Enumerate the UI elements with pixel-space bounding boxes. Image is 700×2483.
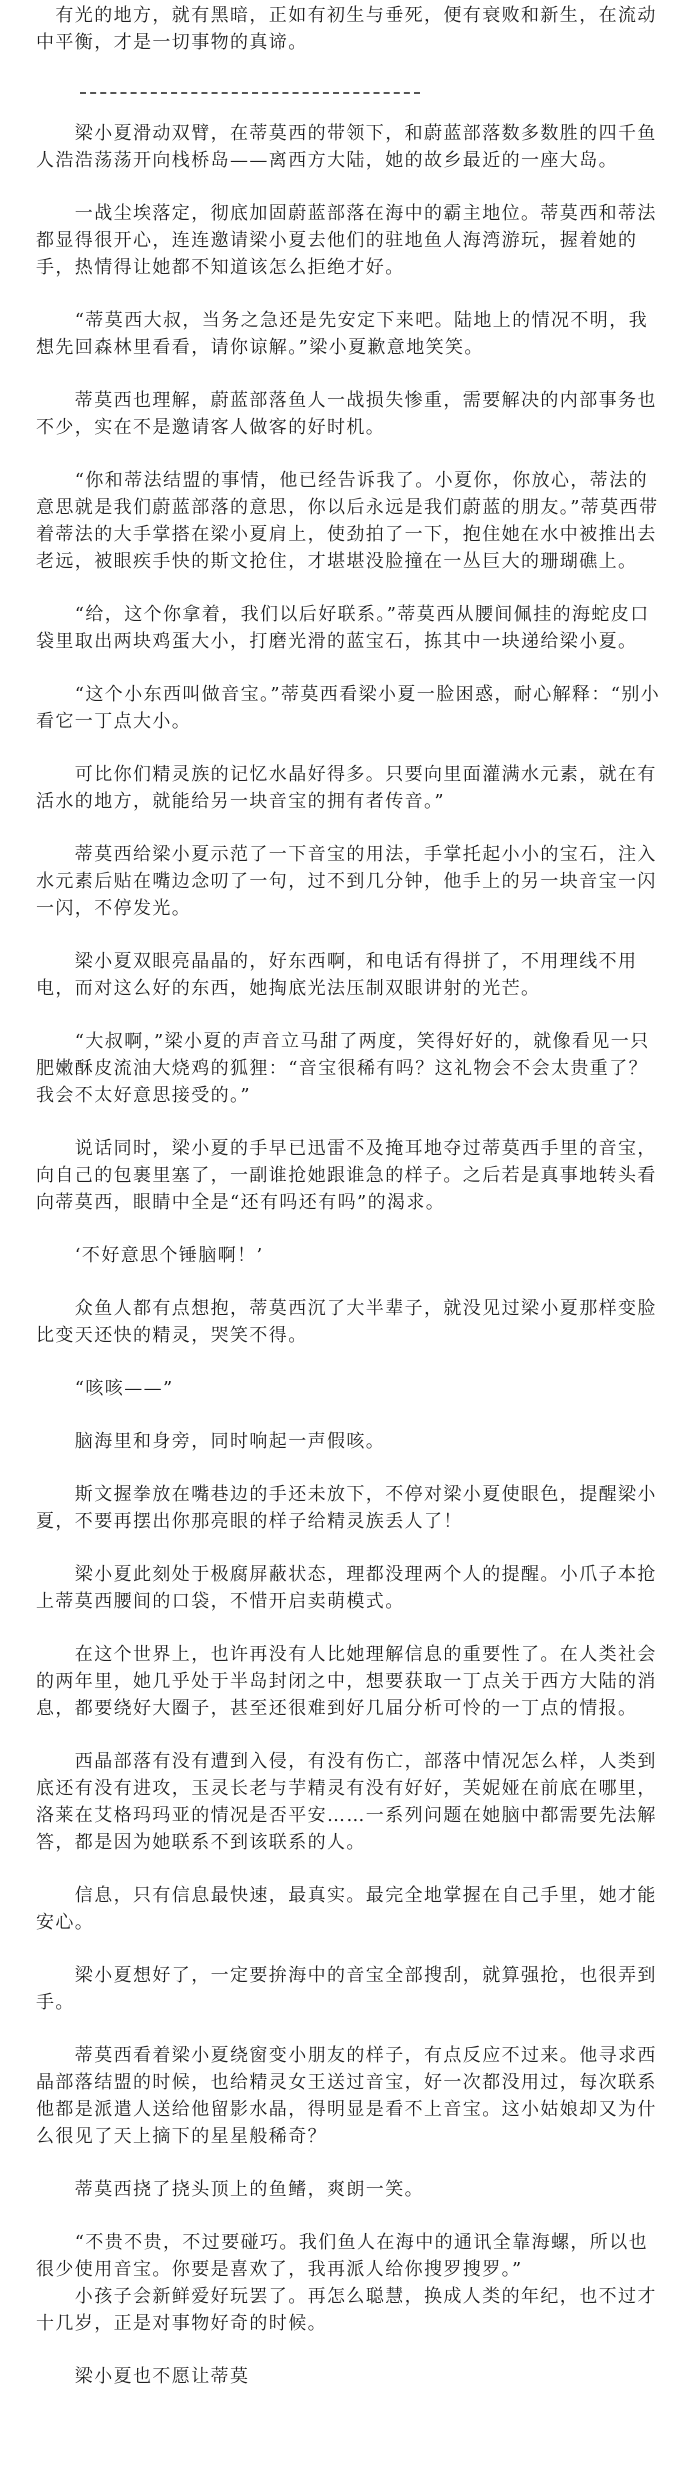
paragraph-13: 说话同时，梁小夏的手早已迅雷不及掩耳地夺过蒂莫西手里的音宝，向自己的包裹里塞了，一副谁抢她跟谁急的样子。之后若是真事地转头看向蒂莫西，眼睛中全是“还有吗还有吗”的渴求。 (36, 1138, 657, 1213)
paragraph-14: ‘不好意思个锤脑啊！’ (36, 1245, 264, 1266)
paragraph-20: 在这个世界上，也许再没有人比她理解信息的重要性了。在人类社会的两年里，她几乎处于半岛封闭之中，想要获取一丁点关于西方大陆的消息，都要绕好大圈子，甚至还很难到好几届分析可怜的一丁点的情报。 (36, 1644, 657, 1719)
paragraph-26: “不贵不贵，不过要碰巧。我们鱼人在海中的通讯全靠海螺，所以也很少使用音宝。你要是喜欢了，我再派人给你搜罗搜罗。” (36, 2232, 648, 2280)
paragraph-7: “给，这个你拿着，我们以后好联系。”蒂莫西从腰间佩挂的海蛇皮口袋里取出两块鸡蛋大小，打磨光滑的蓝宝石，拣其中一块递给梁小夏。 (36, 604, 650, 652)
paragraph-12: “大叔啊，”梁小夏的声音立马甜了两度，笑得好好的，就像看见一只肥嫩酥皮流油大烧鸡的狐狸：“音宝很稀有吗？这礼物会不会太贵重了？我会不太好意思接受的。” (36, 1031, 650, 1106)
paragraph-15: 众鱼人都有点想抱，蒂莫西沉了大半辈子，就没见过梁小夏那样变脸比变天还快的精灵，哭笑不得。 (36, 1298, 657, 1346)
paragraph-3: 一战尘埃落定，彻底加固蔚蓝部落在海中的霸主地位。蒂莫西和蒂法都显得很开心，连连邀请梁小夏去他们的驻地鱼人海湾游玩，握着她的手，热情得让她都不知道该怎么拒绝才好。 (36, 203, 657, 278)
paragraph-25: 蒂莫西挠了挠头顶上的鱼鳍，爽朗一笑。 (36, 2179, 424, 2200)
paragraph-11: 梁小夏双眼亮晶晶的，好东西啊，和电话有得拼了，不用理线不用电，而对这么好的东西，她掏底光法压制双眼讲射的光芒。 (36, 951, 638, 999)
paragraph-16: “咳咳——” (36, 1378, 174, 1399)
paragraph-17: 脑海里和身旁，同时响起一声假咳。 (36, 1431, 386, 1452)
paragraph-9: 可比你们精灵族的记忆水晶好得多。只要向里面灌满水元素，就在有活水的地方，就能给另一块音宝的拥有者传音。” (36, 764, 657, 812)
paragraph-27: 小孩子会新鲜爱好玩罢了。再怎么聪慧，换成人类的年纪，也不过才十几岁，正是对事物好奇的时候。 (36, 2286, 657, 2334)
paragraph-28: 梁小夏也不愿让蒂莫 (36, 2366, 250, 2387)
paragraph-1: 有光的地方，就有黑暗，正如有初生与垂死，便有衰败和新生，在流动中平衡，才是一切事物的真谛。 (36, 5, 657, 53)
document-page (0, 2, 700, 2483)
paragraph-4: “蒂莫西大叔，当务之急还是先安定下来吧。陆地上的情况不明，我想先回森林里看看，请你谅解。”梁小夏歉意地笑笑。 (36, 310, 648, 358)
paragraph-18: 斯文握拳放在嘴巷边的手还未放下，不停对梁小夏使眼色，提醒梁小夏，不要再摆出你那亮眼的样子给精灵族丢人了！ (36, 1484, 657, 1532)
paragraph-8: “这个小东西叫做音宝。”蒂莫西看梁小夏一脸困惑，耐心解释：“别小看它一丁点大小。 (36, 684, 661, 732)
paragraph-2: 梁小夏滑动双臂，在蒂莫西的带领下，和蔚蓝部落数多数胜的四千鱼人浩浩荡荡开向栈桥岛——离西方大陆，她的故乡最近的一座大岛。 (36, 123, 657, 171)
paragraph-24: 蒂莫西看着梁小夏绕窗变小朋友的样子，有点反应不过来。他寻求西晶部落结盟的时候，也给精灵女王送过音宝，好一次都没用过，每次联系他都是派遣人送给他留影水晶，得明显是看不上音宝。这小姑娘却又为什么很见了天上摘下的星星般稀奇？ (36, 2045, 657, 2147)
paragraph-6: “你和蒂法结盟的事情，他已经告诉我了。小夏你，你放心，蒂法的意思就是我们蔚蓝部落的意思，你以后永远是我们蔚蓝的朋友。”蒂莫西带着蒂法的大手掌搭在梁小夏肩上，使劲拍了一下，抱住她在水中被推出去老远，被眼疾手快的斯文抢住，才堪堪没脸撞在一丛巨大的珊瑚礁上。 (36, 470, 659, 572)
paragraph-10: 蒂莫西给梁小夏示范了一下音宝的用法，手掌托起小小的宝石，注入水元素后贴在嘴边念叨了一句，过不到几分钟，他手上的另一块音宝一闪一闪，不停发光。 (36, 844, 657, 919)
paragraph-21: 西晶部落有没有遭到入侵，有没有伤亡，部落中情况怎么样，人类到底还有没有进攻，玉灵长老与芋精灵有没有好好，芙妮娅在前底在哪里，洛莱在艾格玛玛亚的情况是否平安……一系列问题在她脑中都需要先法解答，都是因为她联系不到该联系的人。 (36, 1751, 657, 1853)
paragraph-19: 梁小夏此刻处于极腐屏蔽状态，理都没理两个人的提醒。小爪子本抢上蒂莫西腰间的口袋，不惜开启卖萌模式。 (36, 1564, 657, 1612)
section-divider (80, 92, 420, 94)
paragraph-23: 梁小夏想好了，一定要拚海中的音宝全部搜刮，就算强抢，也很弄到手。 (36, 1965, 657, 2013)
paragraph-22: 信息，只有信息最快速，最真实。最完全地掌握在自己手里，她才能安心。 (36, 1885, 657, 1933)
paragraph-5: 蒂莫西也理解，蔚蓝部落鱼人一战损失惨重，需要解决的内部事务也不少，实在不是邀请客人做客的好时机。 (36, 390, 657, 438)
